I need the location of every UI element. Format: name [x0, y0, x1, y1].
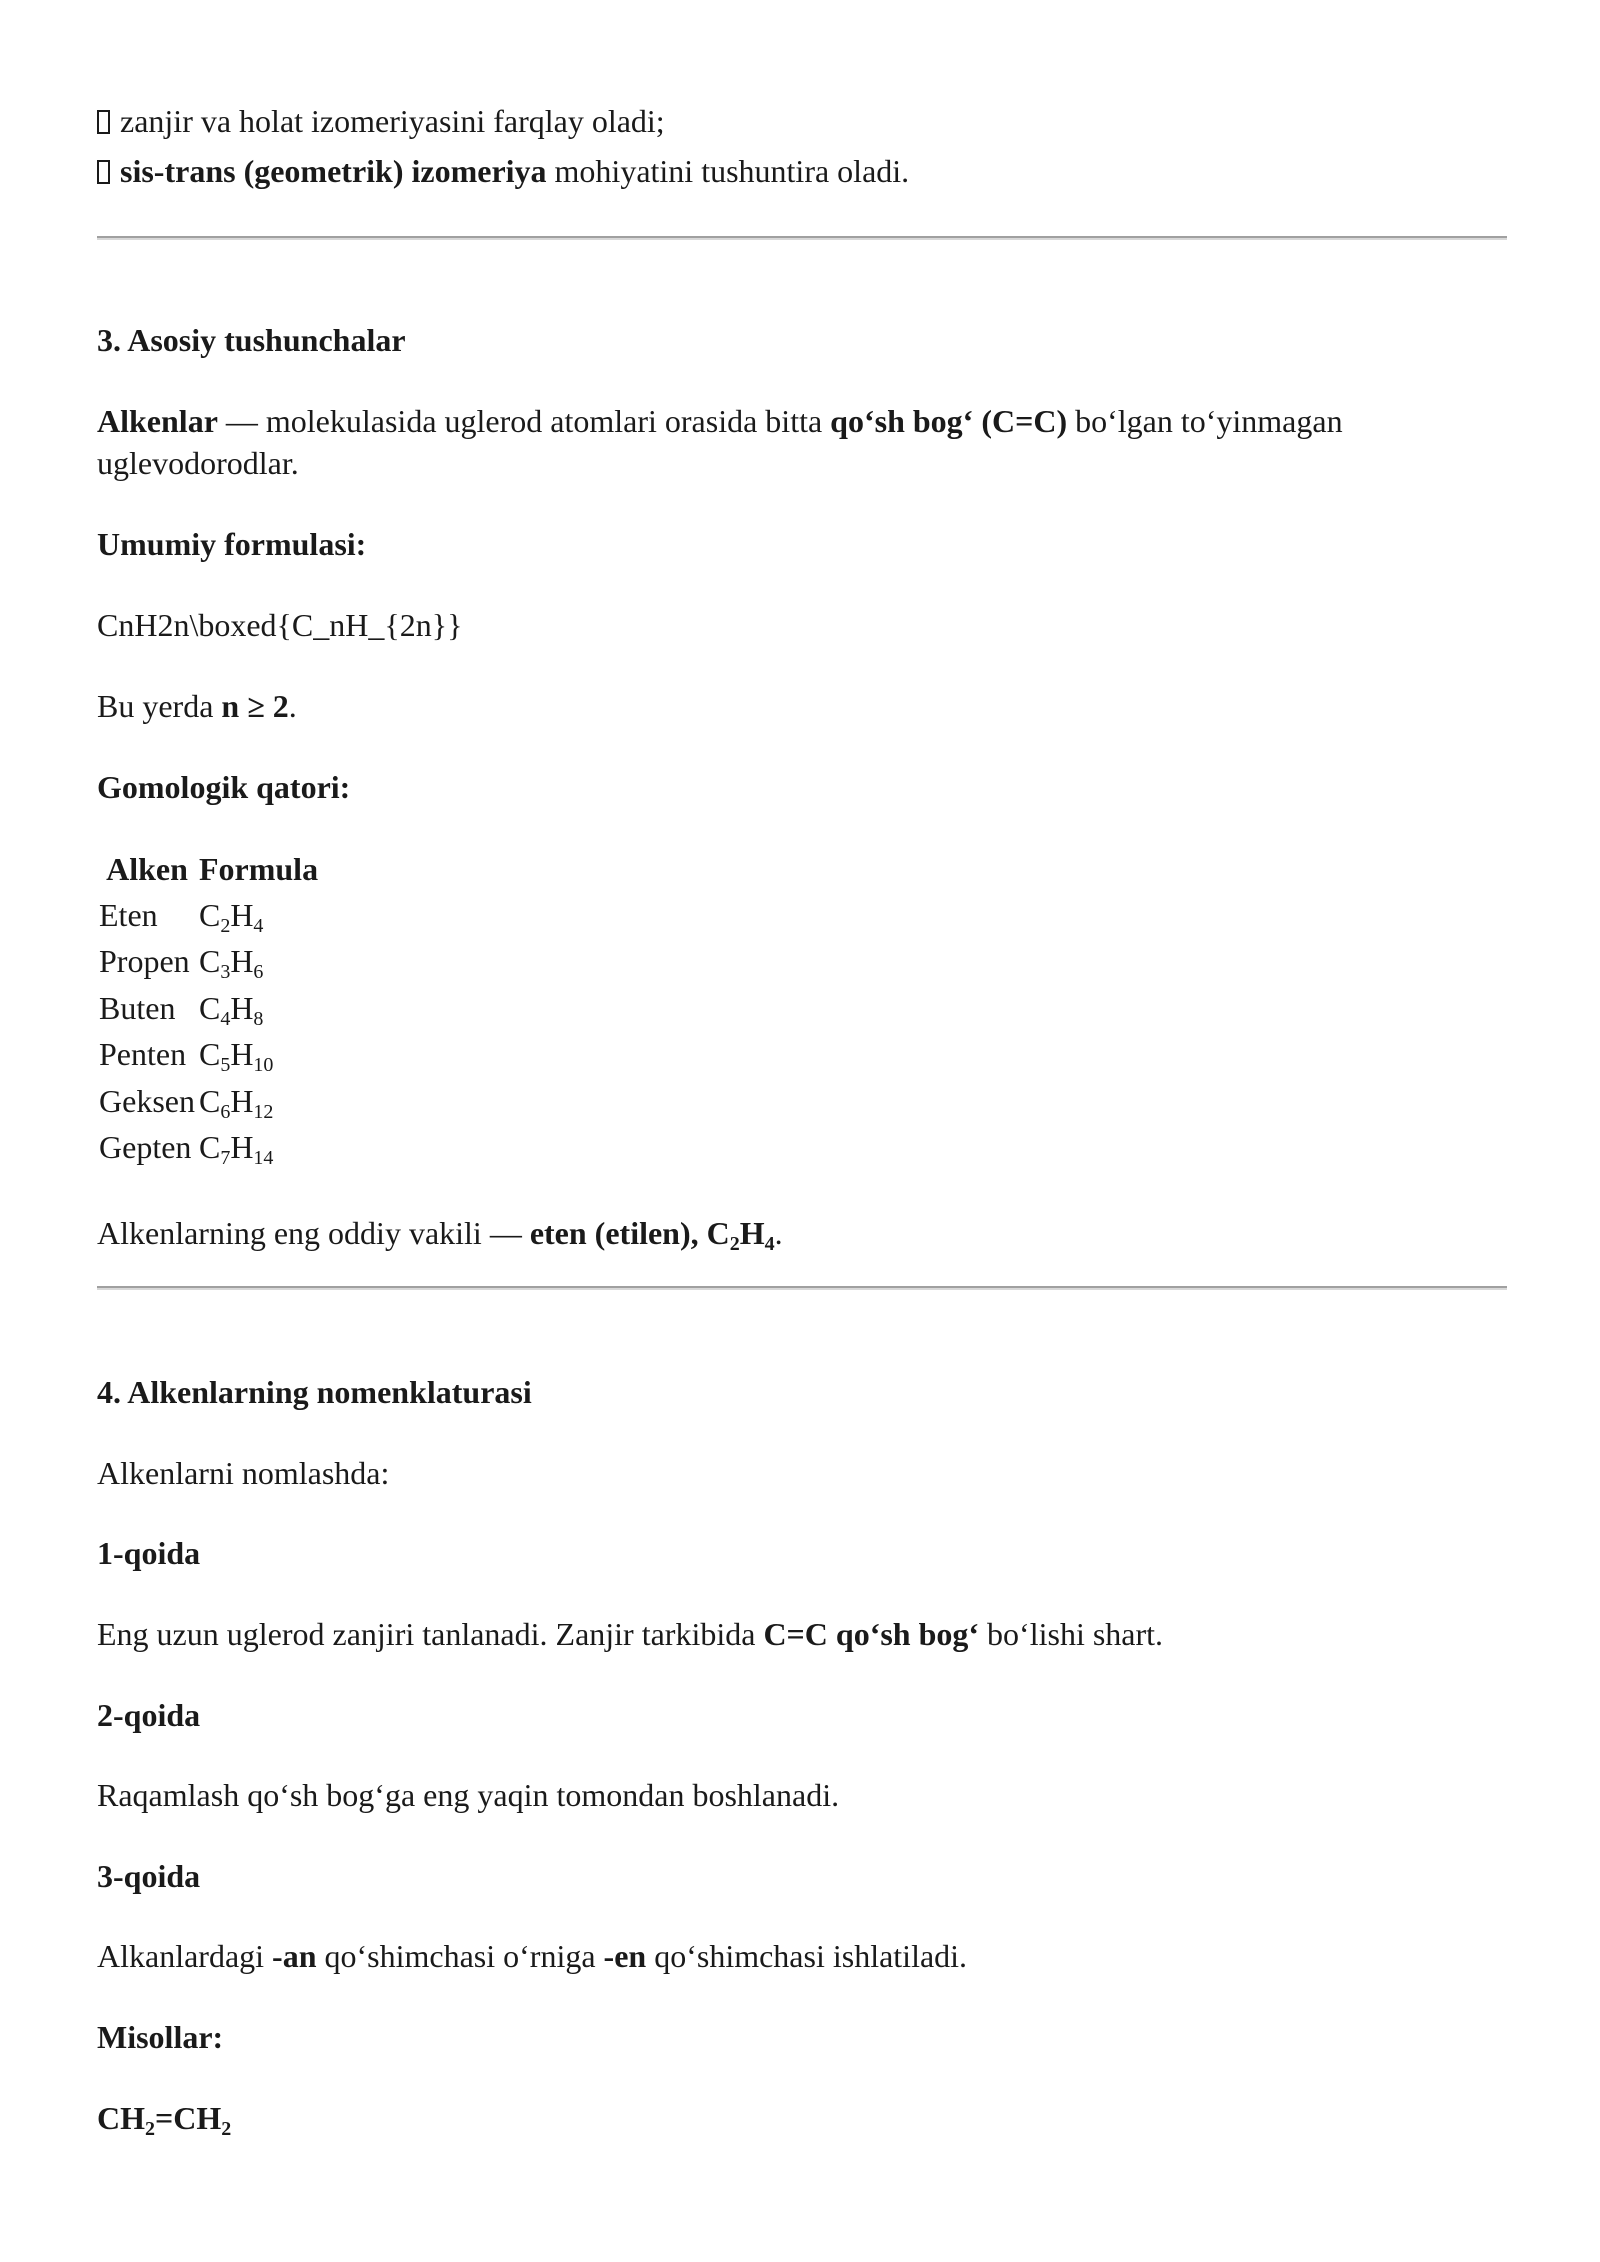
condition-text: Bu yerda: [97, 688, 222, 724]
intro-list-item: [97, 150, 909, 192]
missing-glyph-box-icon: [97, 160, 110, 184]
rule-text: Raqamlash qo‘sh bog‘ga eng yaqin tomondan boshlanadi.: [97, 1777, 840, 1813]
table-row: [97, 939, 320, 986]
rule-text: Eng uzun uglerod zanjiri tanlanadi. Zanjir tarkibida C=C qo‘sh bog‘ bo‘lishi shart.: [97, 1616, 1164, 1652]
rule-title: 3-qoida: [97, 1858, 201, 1894]
missing-glyph-box-icon: [97, 110, 110, 134]
definition-term: Alkenlar: [97, 403, 218, 439]
formula-raw: CnH2n\boxed{C_nH_{2n}}: [97, 607, 463, 643]
horizontal-divider: [97, 1286, 1507, 1290]
table-row: [97, 892, 320, 939]
nomenclature-intro: Alkenlarni nomlashda:: [97, 1455, 390, 1491]
definition-text: bo‘lgan to‘yinmagan uglevodorodlar.: [97, 403, 1343, 481]
list-item-text: zanjir va holat izomeriyasini farqlay oladi;: [120, 103, 665, 139]
condition-text: .: [288, 688, 297, 724]
example-formula: $CH_2=CH_2$: [97, 2100, 232, 2140]
rule-title: 1-qoida: [97, 1535, 201, 1571]
homologous-series-table: [97, 846, 320, 1171]
formula-cell: $C_4H_8$: [198, 989, 264, 1030]
series-label: Gomologik qatori:: [97, 769, 351, 805]
formula-cell: $C_5H_{10}$: [198, 1036, 274, 1077]
section-heading: 4. Alkenlarning nomenklaturasi: [97, 1374, 532, 1410]
formula-label: Umumiy formulasi:: [97, 526, 367, 562]
table-row: [97, 1032, 320, 1079]
list-item-bold: sis-trans (geometrik) izomeriya: [120, 153, 547, 189]
rule-title: 2-qoida: [97, 1697, 201, 1733]
column-header: Formula: [198, 850, 319, 887]
table-row: [97, 985, 320, 1032]
list-item-text: mohiyatini tushuntira oladi.: [546, 153, 910, 189]
condition-bold: n ≥ 2: [221, 688, 289, 724]
table-row: [97, 1125, 320, 1172]
table-row: [97, 1078, 320, 1125]
table-header-row: [97, 846, 320, 892]
simplest-bold: eten (etilen), $C_2H_4$: [529, 1215, 775, 1255]
intro-list-item: [97, 100, 665, 142]
definition-paragraph: [97, 400, 1457, 484]
alkene-name-cell: Penten: [99, 1036, 187, 1073]
alkene-name-cell: Buten: [99, 989, 176, 1026]
simplest-member-line: [97, 1212, 783, 1254]
formula-cell: $C_6H_{12}$: [198, 1082, 274, 1123]
definition-bold: qo‘sh bog‘ (C=C): [830, 403, 1068, 439]
examples-label: Misollar:: [97, 2019, 224, 2055]
alkene-name-cell: Gepten: [99, 1129, 192, 1166]
alkene-name-cell: Geksen: [99, 1082, 195, 1119]
formula-cell: $C_7H_{14}$: [198, 1129, 274, 1170]
table-body: [97, 892, 320, 1171]
condition-line: [97, 685, 297, 727]
alkene-name-cell: Eten: [99, 896, 158, 933]
rule-text: Alkanlardagi -an qo‘shimchasi o‘rniga -en qo‘shimchasi ishlatiladi.: [97, 1938, 968, 1974]
section-heading: 3. Asosiy tushunchalar: [97, 322, 406, 358]
horizontal-divider: [97, 236, 1507, 240]
definition-text: — molekulasida uglerod atomlari orasida bitta: [217, 403, 831, 439]
formula-cell: $C_2H_4$: [198, 896, 264, 937]
simplest-text: .: [774, 1215, 783, 1251]
simplest-text: Alkenlarning eng oddiy vakili —: [97, 1215, 530, 1251]
column-header: Alken: [106, 850, 188, 887]
alkene-name-cell: Propen: [99, 943, 190, 980]
formula-cell: $C_3H_6$: [198, 943, 264, 984]
